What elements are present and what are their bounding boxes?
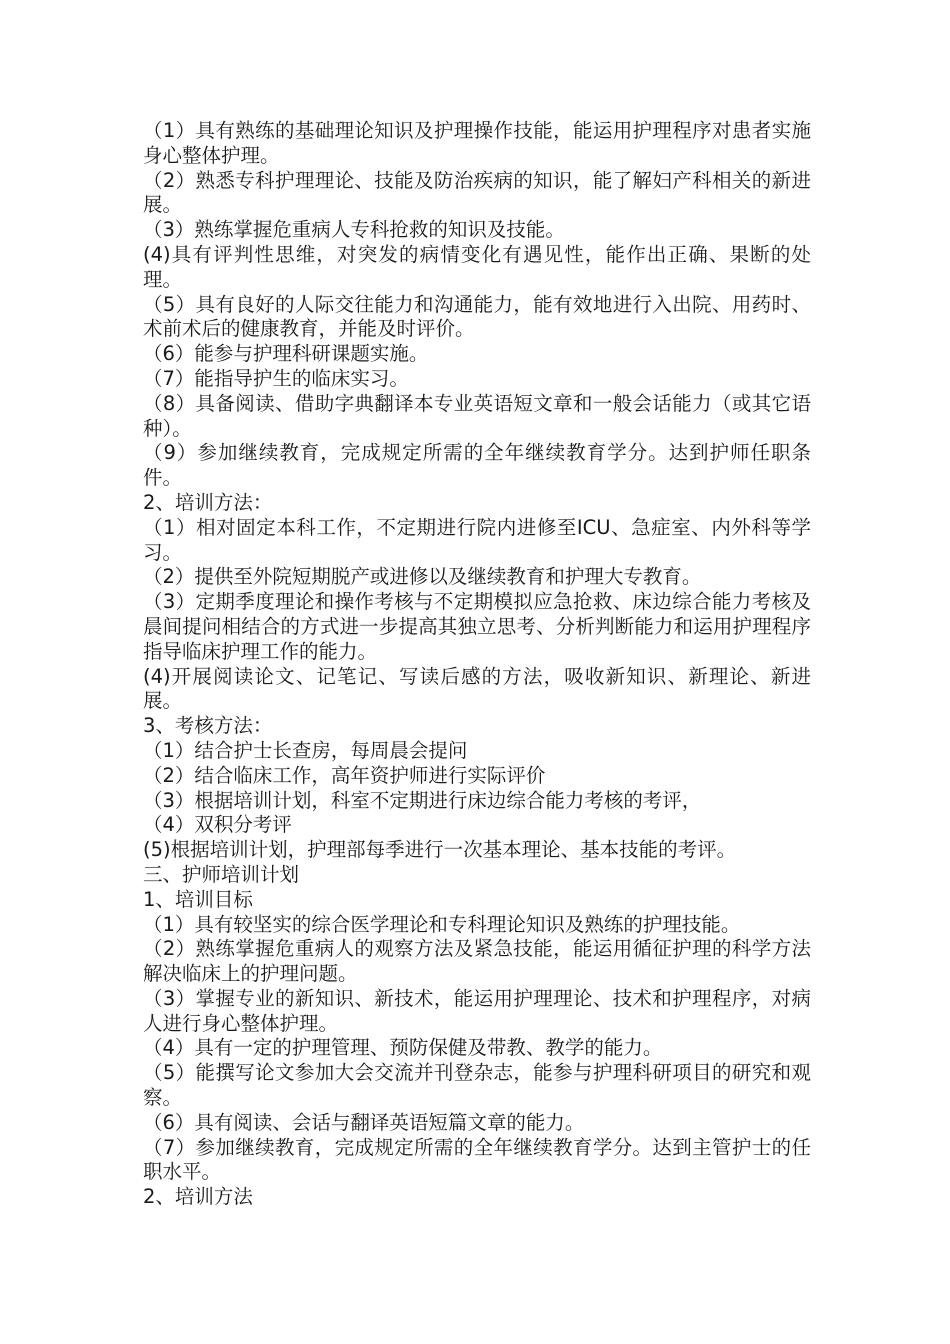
paragraph: （9）参加继续教育，完成规定所需的全年继续教育学分。达到护师任职条件。 <box>143 441 811 490</box>
paragraph: （2）熟练掌握危重病人的观察方法及紧急技能，能运用循征护理的科学方法解决临床上的护理问题。 <box>143 937 811 986</box>
paragraph: (5)根据培训计划，护理部每季进行一次基本理论、基本技能的考评。 <box>143 838 737 862</box>
paragraph: （5）能撰写论文参加大会交流并刊登杂志，能参与护理科研项目的研究和观察。 <box>143 1061 811 1110</box>
paragraph: （8）具备阅读、借助字典翻译本专业英语短文章和一般会话能力（或其它语种）。 <box>143 391 811 440</box>
paragraph: （6）具有阅读、会话与翻译英语短篇文章的能力。 <box>143 1110 585 1134</box>
document-body <box>143 119 811 1210</box>
paragraph: （4）双积分考评 <box>143 813 292 837</box>
paragraph: （1）具有熟练的基础理论知识及护理操作技能，能运用护理程序对患者实施身心整体护理。 <box>143 119 811 167</box>
paragraph: （7）参加继续教育，完成规定所需的全年继续教育学分。达到主管护士的任职水平。 <box>143 1135 811 1184</box>
section-heading: 1、培训目标 <box>143 887 253 911</box>
paragraph: （1）相对固定本科工作，不定期进行院内进修至ICU、急症室、内外科等学习。 <box>143 515 811 564</box>
paragraph: （5）具有良好的人际交往能力和沟通能力，能有效地进行入出院、用药时、术前术后的健康教育，并能及时评价。 <box>143 292 811 341</box>
section-heading: 3、考核方法： <box>143 714 273 738</box>
paragraph: （2）熟悉专科护理理论、技能及防治疾病的知识，能了解妇产科相关的新进展。 <box>143 168 811 217</box>
paragraph: （3）掌握专业的新知识、新技术，能运用护理理论、技术和护理程序，对病人进行身心整体护理。 <box>143 986 811 1035</box>
paragraph: （4）具有一定的护理管理、预防保健及带教、教学的能力。 <box>143 1036 663 1060</box>
paragraph: （6）能参与护理科研课题实施。 <box>143 342 429 366</box>
paragraph: （7）能指导护生的临床实习。 <box>143 366 409 390</box>
paragraph: (4)具有评判性思维，对突发的病情变化有遇见性，能作出正确、果断的处理。 <box>143 242 811 291</box>
paragraph: （3）定期季度理论和操作考核与不定期模拟应急抢救、床边综合能力考核及晨间提问相结合的方式进一步提高其独立思考、分析判断能力和运用护理程序指导临床护理工作的能力。 <box>143 590 811 663</box>
paragraph: （1）具有较坚实的综合医学理论和专科理论知识及熟练的护理技能。 <box>143 912 741 936</box>
paragraph: (4)开展阅读论文、记笔记、写读后感的方法，吸收新知识、新理论、新进展。 <box>143 664 811 713</box>
paragraph: （3）根据培训计划，科室不定期进行床边综合能力考核的考评， <box>143 788 702 812</box>
paragraph: （2）提供至外院短期脱产或进修以及继续教育和护理大专教育。 <box>143 565 702 589</box>
section-heading: 2、培训方法 <box>143 1185 253 1209</box>
paragraph: （1）结合护士长查房，每周晨会提问 <box>143 738 468 762</box>
chapter-heading: 三、护师培训计划 <box>143 862 300 886</box>
paragraph: （2）结合临床工作，高年资护师进行实际评价 <box>143 763 546 787</box>
paragraph: （3）熟练掌握危重病人专科抢救的知识及技能。 <box>143 218 565 242</box>
section-heading: 2、培训方法： <box>143 490 273 514</box>
